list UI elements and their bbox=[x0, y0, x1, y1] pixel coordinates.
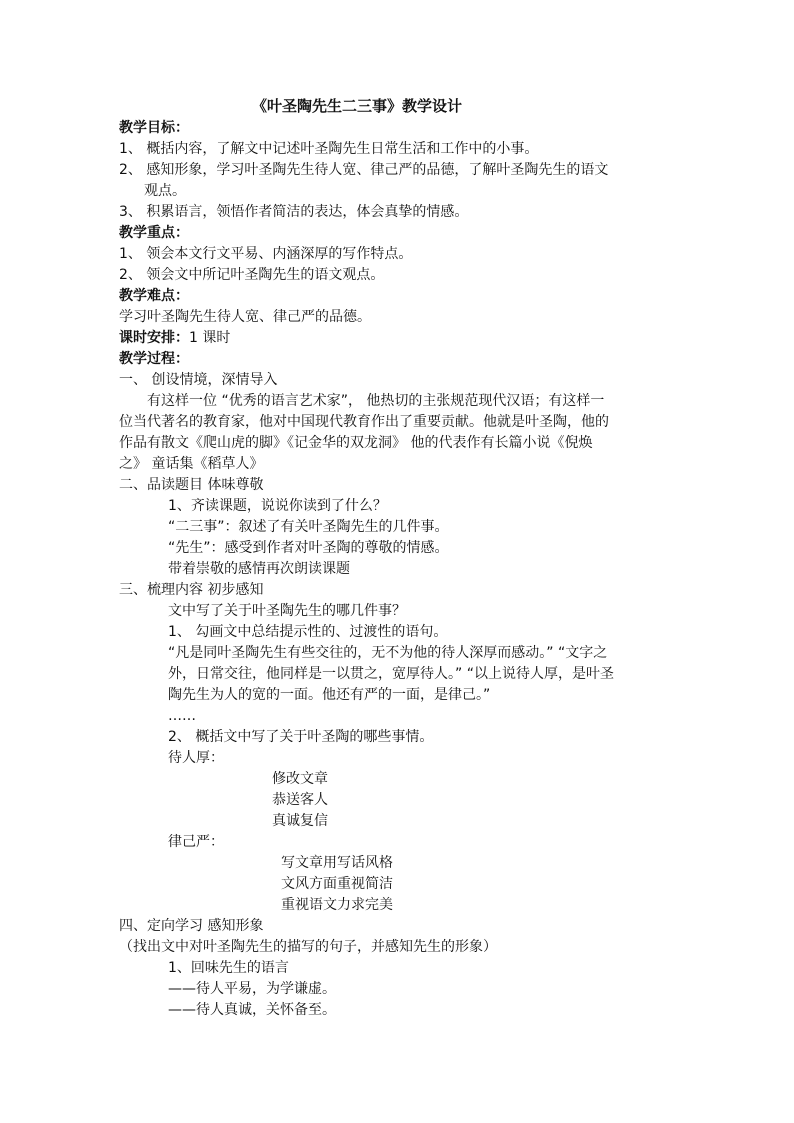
section-4-heading: 四、定向学习 感知形象 bbox=[119, 918, 264, 934]
strict-label: 律己严： bbox=[168, 834, 224, 850]
section-3-quote-line-2: 外，日常交往，他同样是一以贯之，宽厚待人。” “以上说待人厚，是叶圣 bbox=[168, 666, 614, 682]
kind-item: 恭送客人 bbox=[272, 792, 328, 808]
section-1-para-line-4: 之》 童话集《稻草人》 bbox=[119, 456, 264, 472]
section-3-ellipsis: …… bbox=[168, 708, 196, 724]
section-4-item-3: ——待人真诚，关怀备至。 bbox=[168, 1002, 336, 1018]
schedule-label: 课时安排： bbox=[119, 330, 189, 346]
key-1: 1、 领会本文行文平易、内涵深厚的写作特点。 bbox=[119, 246, 413, 262]
goal-1: 1、 概括内容，了解文中记述叶圣陶先生日常生活和工作中的小事。 bbox=[119, 141, 539, 157]
section-2-item-3: “先生”：感受到作者对叶圣陶的尊敬的情感。 bbox=[168, 540, 449, 556]
strict-item: 重视语文力求完美 bbox=[281, 897, 393, 913]
section-4-item-2: ——待人平易，为学谦虚。 bbox=[168, 981, 336, 997]
section-3-heading: 三、梳理内容 初步感知 bbox=[119, 582, 264, 598]
goal-2-line-2: 观点。 bbox=[144, 183, 186, 199]
strict-item: 文风方面重视简洁 bbox=[281, 876, 393, 892]
section-1-para-line-3: 作品有散文《爬山虎的脚》《记金华的双龙洞》 他的代表作有长篇小说《倪焕 bbox=[119, 435, 593, 451]
process-heading: 教学过程： bbox=[119, 351, 189, 367]
difficulty-heading: 教学难点： bbox=[119, 288, 189, 304]
section-1-para-line-1: 有这样一位 “优秀的语言艺术家”， 他热切的主张规范现代汉语；有这样一 bbox=[147, 393, 605, 409]
section-4-note: （找出文中对叶圣陶先生的描写的句子，并感知先生的形象） bbox=[119, 939, 497, 955]
section-3-quote-line-3: 陶先生为人的宽的一面。他还有严的一面，是律己。” bbox=[168, 687, 491, 703]
kind-item: 修改文章 bbox=[272, 771, 328, 787]
schedule-line bbox=[119, 328, 230, 348]
section-2-item-4: 带着崇敬的感情再次朗读课题 bbox=[168, 561, 350, 577]
section-2-item-1: 1、齐读课题，说说你读到了什么？ bbox=[168, 498, 387, 514]
section-4-item-1: 1、回味先生的语言 bbox=[168, 960, 289, 976]
section-1-para-line-2: 位当代著名的教育家，他对中国现代教育作出了重要贡献。他就是叶圣陶，他的 bbox=[119, 414, 609, 430]
key-2: 2、 领会文中所记叶圣陶先生的语文观点。 bbox=[119, 267, 385, 283]
schedule-value: 1 课时 bbox=[189, 330, 231, 346]
section-2-item-2: “二三事”：叙述了有关叶圣陶先生的几件事。 bbox=[168, 519, 449, 535]
key-heading: 教学重点： bbox=[119, 225, 189, 241]
strict-item: 写文章用写话风格 bbox=[281, 855, 393, 871]
kind-item: 真诚复信 bbox=[272, 813, 328, 829]
goal-3: 3、 积累语言，领悟作者简洁的表达，体会真挚的情感。 bbox=[119, 204, 469, 220]
goals-heading: 教学目标： bbox=[119, 120, 189, 136]
doc-title: 《叶圣陶先生二三事》教学设计 bbox=[252, 97, 463, 115]
difficulty-text: 学习叶圣陶先生待人宽、律己严的品德。 bbox=[119, 309, 371, 325]
section-3-question: 文中写了关于叶圣陶先生的哪几件事？ bbox=[168, 603, 406, 619]
section-2-heading: 二、品读题目 体味尊敬 bbox=[119, 477, 264, 493]
section-1-heading: 一、 创设情境，深情导入 bbox=[119, 372, 278, 388]
goal-2-line-1: 2、 感知形象，学习叶圣陶先生待人宽、律己严的品德，了解叶圣陶先生的语文 bbox=[119, 162, 609, 178]
section-3-quote-line-1: “凡是同叶圣陶先生有些交往的，无不为他的待人深厚而感动。” “文字之 bbox=[168, 645, 608, 661]
section-3-item-1: 1、 勾画文中总结提示性的、过渡性的语句。 bbox=[168, 624, 448, 640]
kind-label: 待人厚： bbox=[168, 750, 224, 766]
section-3-item-2: 2、 概括文中写了关于叶圣陶的哪些事情。 bbox=[168, 729, 434, 745]
